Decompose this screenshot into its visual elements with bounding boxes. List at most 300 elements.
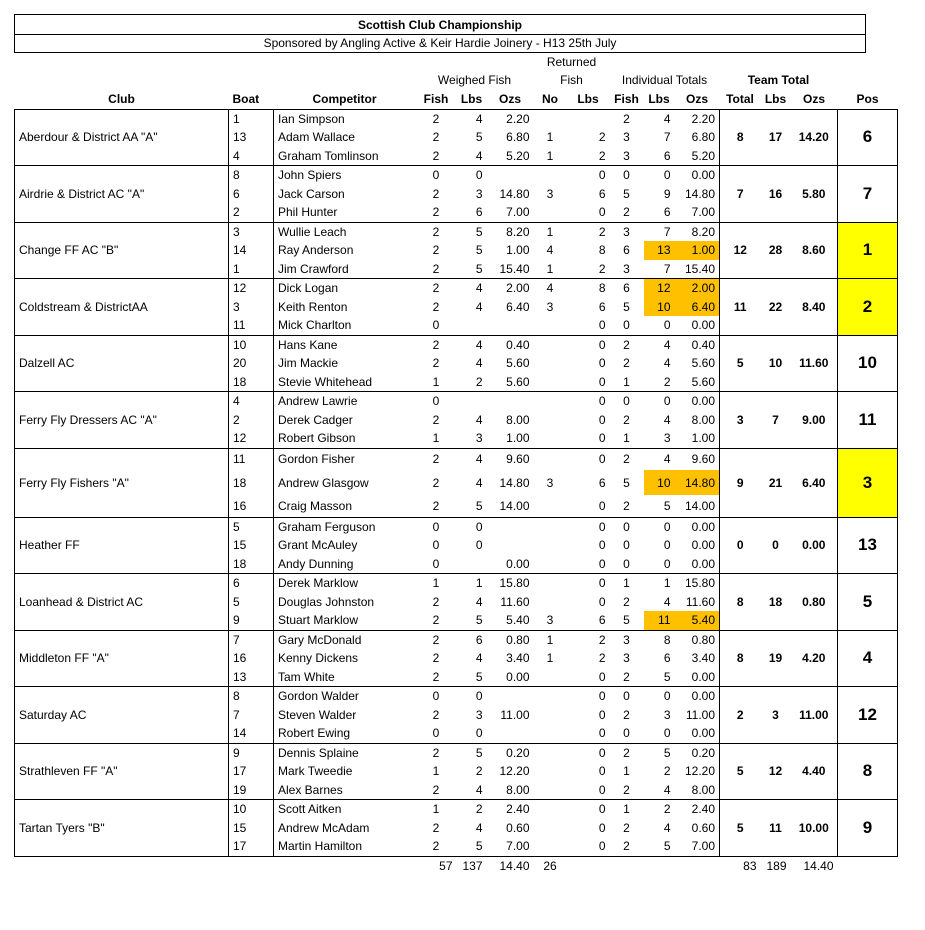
col-team-ozs: Ozs <box>802 91 825 106</box>
returned-no-cell <box>534 743 567 762</box>
ind-fish-cell: 0 <box>610 316 644 335</box>
returned-lbs-cell: 0 <box>598 764 606 779</box>
returned-no-cell <box>534 668 567 687</box>
table-row <box>15 743 898 762</box>
ind-fish-cell: 0 <box>610 724 644 743</box>
weighed-lbs-cell: 4 <box>475 820 483 835</box>
weighed-ozs-cell: 15.80 <box>487 574 534 593</box>
competitor-cell: Andrew Glasgow <box>274 470 416 495</box>
team-ozs-cell: 0.00 <box>791 517 838 574</box>
team-ozs-cell: 6.40 <box>791 448 838 517</box>
boat-cell: 4 <box>229 147 274 166</box>
team-lbs-cell: 16 <box>761 166 791 223</box>
ind-ozs-cell: 14.80 <box>675 470 720 495</box>
ind-lbs-cell: 0 <box>644 517 675 536</box>
ind-lbs-cell: 0 <box>644 724 675 743</box>
returned-no-cell <box>534 109 567 128</box>
ind-lbs-cell: 4 <box>663 356 671 371</box>
returned-no-cell <box>534 429 567 448</box>
returned-no-cell <box>534 536 567 555</box>
weighed-fish-cell: 2 <box>416 837 457 856</box>
returned-lbs-cell: 0 <box>567 687 610 706</box>
ind-fish-cell: 1 <box>623 764 630 779</box>
weighed-fish-cell: 2 <box>416 260 457 279</box>
weighed-lbs-cell: 2 <box>457 800 487 819</box>
weighed-fish-cell: 2 <box>432 651 440 666</box>
ind-lbs-cell: 4 <box>644 448 675 470</box>
ind-ozs-cell: 7.00 <box>675 203 720 222</box>
ind-fish-cell: 0 <box>623 538 630 553</box>
weighed-fish-cell: 2 <box>416 495 457 517</box>
weighed-lbs-cell <box>457 392 487 411</box>
team-lbs-cell: 17 <box>761 109 791 166</box>
returned-lbs-cell: 0 <box>567 335 610 354</box>
results-sheet <box>14 14 898 875</box>
col-boat: Boat <box>232 91 260 106</box>
ind-ozs-cell: 14.80 <box>675 185 720 204</box>
ind-fish-cell: 2 <box>610 203 644 222</box>
ind-ozs-cell: 0.00 <box>675 724 720 743</box>
weighed-fish-cell: 0 <box>416 392 457 411</box>
weighed-ozs-cell <box>487 166 534 185</box>
ind-fish-cell: 0 <box>610 392 644 411</box>
returned-lbs-cell: 0 <box>567 429 610 448</box>
weighed-fish-cell: 2 <box>416 743 457 762</box>
header-returned-fish: Fish <box>560 73 583 88</box>
ind-lbs-cell: 6 <box>644 203 675 222</box>
boat-cell: 3 <box>229 222 274 241</box>
ind-fish-cell: 2 <box>623 707 630 722</box>
weighed-ozs-cell: 14.80 <box>499 186 530 201</box>
weighed-lbs-cell: 4 <box>457 279 487 298</box>
ind-ozs-cell: 0.00 <box>675 316 720 335</box>
header-team-total: Team Total <box>747 73 810 88</box>
competitor-cell: Stevie Whitehead <box>274 373 416 392</box>
returned-lbs-cell: 6 <box>598 186 606 201</box>
returned-no-cell: 1 <box>534 147 567 166</box>
team-total-cell: 0 <box>720 517 761 574</box>
ind-ozs-cell: 0.00 <box>675 687 720 706</box>
competitor-cell: Graham Ferguson <box>274 517 416 536</box>
boat-cell: 4 <box>229 392 274 411</box>
ind-lbs-cell: 2 <box>663 764 671 779</box>
club-name: Change FF AC "B" <box>15 222 229 279</box>
boat-cell: 8 <box>229 687 274 706</box>
returned-no-cell <box>534 724 567 743</box>
team-lbs-cell: 0 <box>761 517 791 574</box>
competitor-cell: Stuart Marklow <box>274 611 416 630</box>
position-cell: 1 <box>838 222 898 279</box>
returned-lbs-cell: 0 <box>567 166 610 185</box>
weighed-lbs-cell: 5 <box>457 743 487 762</box>
returned-no-cell <box>534 781 567 800</box>
club-name: Coldstream & DistrictAA <box>15 279 229 336</box>
table-row <box>15 392 898 411</box>
boat-cell: 16 <box>229 495 274 517</box>
weighed-lbs-cell: 4 <box>457 781 487 800</box>
col-ind-ozs: Ozs <box>685 91 708 106</box>
boat-cell: 16 <box>229 649 274 668</box>
ind-lbs-cell: 0 <box>663 538 671 553</box>
weighed-fish-cell: 2 <box>416 781 457 800</box>
boat-cell: 13 <box>229 128 274 147</box>
club-name: Dalzell AC <box>15 335 229 392</box>
weighed-ozs-cell: 7.00 <box>487 203 534 222</box>
returned-no-cell: 1 <box>534 222 567 241</box>
team-lbs-cell: 3 <box>761 687 791 744</box>
weighed-lbs-cell: 3 <box>457 429 487 448</box>
position-cell: 3 <box>838 448 898 517</box>
team-ozs-cell: 8.40 <box>791 279 838 336</box>
returned-no-cell <box>534 448 567 470</box>
ind-ozs-cell: 5.60 <box>675 373 720 392</box>
boat-cell: 1 <box>229 109 274 128</box>
ind-ozs-cell: 0.40 <box>675 335 720 354</box>
header-row-returned <box>15 53 898 72</box>
team-total-cell: 5 <box>720 743 761 800</box>
ind-fish-cell: 2 <box>610 109 644 128</box>
ind-ozs-cell: 12.20 <box>675 762 720 781</box>
boat-cell: 17 <box>229 837 274 856</box>
weighed-lbs-cell: 4 <box>475 475 483 490</box>
team-total-cell: 8 <box>720 574 761 631</box>
weighed-lbs-cell: 4 <box>457 448 487 470</box>
team-total-cell: 8 <box>720 109 761 166</box>
ind-fish-cell: 1 <box>610 373 644 392</box>
ind-fish-cell: 2 <box>623 820 630 835</box>
competitor-cell: Steven Walder <box>274 706 416 725</box>
ind-fish-cell: 0 <box>610 687 644 706</box>
boat-cell: 7 <box>229 630 274 649</box>
ind-ozs-cell: 0.00 <box>675 536 720 555</box>
competitor-cell: Alex Barnes <box>274 781 416 800</box>
returned-no-cell <box>534 800 567 819</box>
weighed-ozs-cell: 1.00 <box>487 429 534 448</box>
header-row-groups <box>15 72 898 91</box>
weighed-fish-cell: 1 <box>432 764 440 779</box>
team-lbs-cell: 21 <box>761 448 791 517</box>
returned-lbs-cell: 0 <box>598 820 606 835</box>
boat-cell: 14 <box>229 724 274 743</box>
returned-no-cell: 1 <box>546 651 554 666</box>
competitor-cell: Derek Cadger <box>274 411 416 430</box>
returned-no-cell <box>534 593 567 612</box>
club-name: Middleton FF "A" <box>15 630 229 687</box>
weighed-fish-cell: 2 <box>416 279 457 298</box>
weighed-ozs-cell <box>487 392 534 411</box>
ind-fish-cell: 5 <box>623 299 630 314</box>
position-cell: 4 <box>838 630 898 687</box>
competitor-cell: Gordon Fisher <box>274 448 416 470</box>
returned-lbs-cell: 0 <box>567 203 610 222</box>
weighed-fish-cell: 2 <box>432 356 440 371</box>
returned-lbs-cell: 0 <box>567 316 610 335</box>
ind-lbs-cell: 3 <box>663 707 671 722</box>
total-returned-no: 26 <box>543 858 557 873</box>
returned-lbs-cell: 0 <box>598 707 606 722</box>
table-row <box>15 222 898 241</box>
team-ozs-cell: 11.00 <box>791 687 838 744</box>
ind-ozs-cell: 8.20 <box>675 222 720 241</box>
boat-cell: 14 <box>229 241 274 260</box>
table-row <box>15 800 898 819</box>
ind-lbs-cell: 5 <box>644 837 675 856</box>
ind-fish-cell: 0 <box>610 166 644 185</box>
boat-cell: 18 <box>229 470 274 495</box>
competitor-cell: Jim Mackie <box>274 354 416 373</box>
competitor-cell: Scott Aitken <box>274 800 416 819</box>
ind-lbs-cell: 4 <box>663 412 671 427</box>
ind-lbs-cell: 7 <box>663 130 671 145</box>
weighed-fish-cell: 2 <box>416 147 457 166</box>
weighed-ozs-cell: 6.40 <box>506 299 530 314</box>
weighed-lbs-cell: 4 <box>457 109 487 128</box>
returned-lbs-cell: 0 <box>598 538 606 553</box>
returned-no-cell <box>534 555 567 574</box>
ind-fish-cell: 3 <box>610 630 644 649</box>
competitor-cell: Adam Wallace <box>274 128 416 147</box>
ind-ozs-cell: 0.20 <box>675 743 720 762</box>
ind-lbs-cell: 10 <box>644 470 675 495</box>
weighed-ozs-cell: 5.60 <box>487 373 534 392</box>
total-team-lbs: 189 <box>766 858 787 873</box>
team-ozs-cell: 11.60 <box>791 335 838 392</box>
ind-fish-cell: 2 <box>623 412 630 427</box>
competitor-cell: Dennis Splaine <box>274 743 416 762</box>
ind-ozs-cell: 5.60 <box>675 354 720 373</box>
ind-fish-cell: 2 <box>610 448 644 470</box>
boat-cell: 15 <box>229 536 274 555</box>
weighed-ozs-cell: 11.60 <box>500 594 530 609</box>
club-name: Ferry Fly Dressers AC "A" <box>15 392 229 449</box>
ind-lbs-cell: 0 <box>644 555 675 574</box>
ind-ozs-cell: 0.80 <box>675 630 720 649</box>
ind-ozs-cell: 0.00 <box>675 517 720 536</box>
weighed-lbs-cell: 1 <box>457 574 487 593</box>
boat-cell: 5 <box>229 517 274 536</box>
ind-fish-cell: 2 <box>610 743 644 762</box>
ind-fish-cell: 3 <box>610 260 644 279</box>
returned-no-cell <box>534 495 567 517</box>
ind-lbs-cell: 0 <box>644 316 675 335</box>
returned-no-cell <box>534 762 567 781</box>
returned-lbs-cell: 2 <box>567 222 610 241</box>
team-total-cell: 3 <box>720 392 761 449</box>
returned-no-cell <box>534 706 567 725</box>
competitor-cell: Craig Masson <box>274 495 416 517</box>
position-cell: 8 <box>838 743 898 800</box>
ind-lbs-cell: 0 <box>644 392 675 411</box>
team-ozs-cell: 10.00 <box>791 800 838 857</box>
weighed-ozs-cell: 7.00 <box>487 837 534 856</box>
table-row <box>15 335 898 354</box>
ind-fish-cell: 3 <box>610 222 644 241</box>
weighed-fish-cell: 0 <box>432 538 440 553</box>
team-lbs-cell: 10 <box>761 335 791 392</box>
ind-ozs-cell: 11.60 <box>675 593 720 612</box>
position-cell: 11 <box>838 392 898 449</box>
ind-ozs-cell: 3.40 <box>675 649 720 668</box>
returned-lbs-cell: 2 <box>598 651 606 666</box>
ind-lbs-cell: 4 <box>663 820 671 835</box>
team-lbs-cell: 18 <box>761 574 791 631</box>
competitor-cell: Jim Crawford <box>274 260 416 279</box>
returned-lbs-cell: 0 <box>567 724 610 743</box>
weighed-lbs-cell: 2 <box>457 373 487 392</box>
ind-lbs-cell: 1 <box>644 574 675 593</box>
competitor-cell: Jack Carson <box>274 185 416 204</box>
weighed-ozs-cell: 0.80 <box>487 630 534 649</box>
ind-fish-cell: 1 <box>610 800 644 819</box>
table-row <box>15 448 898 470</box>
ind-fish-cell: 3 <box>623 651 630 666</box>
boat-cell: 1 <box>229 260 274 279</box>
col-team-total: Total <box>726 91 754 106</box>
ind-fish-cell: 1 <box>610 429 644 448</box>
weighed-ozs-cell <box>487 517 534 536</box>
team-lbs-cell: 12 <box>761 743 791 800</box>
weighed-fish-cell: 1 <box>416 373 457 392</box>
ind-fish-cell: 5 <box>623 475 630 490</box>
position-cell: 10 <box>838 335 898 392</box>
results-table <box>14 53 898 875</box>
header-returned: Returned <box>546 54 597 69</box>
ind-lbs-cell: 5 <box>644 668 675 687</box>
competitor-cell: Kenny Dickens <box>274 649 416 668</box>
ind-fish-cell: 2 <box>610 837 644 856</box>
ind-lbs-cell: 3 <box>644 429 675 448</box>
weighed-fish-cell: 2 <box>416 335 457 354</box>
ind-fish-cell: 5 <box>623 186 630 201</box>
boat-cell: 2 <box>229 203 274 222</box>
team-total-cell: 7 <box>720 166 761 223</box>
col-weighed-lbs: Lbs <box>460 91 483 106</box>
ind-lbs-cell: 11 <box>644 611 675 630</box>
weighed-lbs-cell: 6 <box>457 630 487 649</box>
ind-ozs-cell: 2.20 <box>675 109 720 128</box>
ind-fish-cell: 2 <box>610 335 644 354</box>
table-row <box>15 517 898 536</box>
competitor-cell: Gary McDonald <box>274 630 416 649</box>
weighed-lbs-cell: 6 <box>457 203 487 222</box>
returned-no-cell <box>534 819 567 838</box>
weighed-ozs-cell: 9.60 <box>487 448 534 470</box>
returned-no-cell: 3 <box>546 299 554 314</box>
team-total-cell: 8 <box>720 630 761 687</box>
total-weighed-ozs: 14.40 <box>499 858 530 873</box>
club-name: Heather FF <box>15 517 229 574</box>
ind-lbs-cell: 12 <box>644 279 675 298</box>
position-cell: 12 <box>838 687 898 744</box>
ind-lbs-cell: 2 <box>644 373 675 392</box>
weighed-ozs-cell: 8.00 <box>506 412 530 427</box>
returned-lbs-cell: 2 <box>567 260 610 279</box>
boat-cell: 11 <box>229 316 274 335</box>
competitor-cell: Ian Simpson <box>274 109 416 128</box>
weighed-lbs-cell: 5 <box>457 837 487 856</box>
returned-lbs-cell: 0 <box>567 448 610 470</box>
competitor-cell: Dick Logan <box>274 279 416 298</box>
boat-cell: 17 <box>229 762 274 781</box>
col-weighed-fish: Fish <box>423 91 449 106</box>
weighed-ozs-cell <box>487 724 534 743</box>
returned-no-cell: 3 <box>534 611 567 630</box>
team-lbs-cell: 22 <box>761 279 791 336</box>
returned-no-cell <box>534 373 567 392</box>
boat-cell: 12 <box>229 279 274 298</box>
competitor-cell: Derek Marklow <box>274 574 416 593</box>
weighed-lbs-cell: 4 <box>457 147 487 166</box>
weighed-fish-cell: 2 <box>432 412 440 427</box>
weighed-ozs-cell: 8.00 <box>487 781 534 800</box>
team-total-cell: 2 <box>720 687 761 744</box>
col-competitor: Competitor <box>312 91 377 106</box>
ind-ozs-cell: 15.40 <box>675 260 720 279</box>
returned-no-cell <box>534 411 567 430</box>
weighed-fish-cell: 2 <box>432 243 440 258</box>
col-pos: Pos <box>856 91 879 106</box>
weighed-ozs-cell: 0.40 <box>487 335 534 354</box>
position-cell: 2 <box>838 279 898 336</box>
ind-ozs-cell: 1.00 <box>675 241 720 260</box>
weighed-ozs-cell: 0.00 <box>487 555 534 574</box>
returned-lbs-cell: 0 <box>567 837 610 856</box>
ind-fish-cell: 5 <box>610 611 644 630</box>
team-ozs-cell: 4.40 <box>791 743 838 800</box>
returned-no-cell: 3 <box>546 186 554 201</box>
returned-no-cell <box>534 354 567 373</box>
competitor-cell: Andy Dunning <box>274 555 416 574</box>
returned-lbs-cell: 0 <box>567 668 610 687</box>
ind-lbs-cell: 13 <box>644 241 675 260</box>
col-ind-fish: Fish <box>614 91 639 106</box>
boat-cell: 13 <box>229 668 274 687</box>
competitor-cell: Gordon Walder <box>274 687 416 706</box>
returned-no-cell <box>534 203 567 222</box>
competitor-cell: Robert Gibson <box>274 429 416 448</box>
weighed-lbs-cell: 0 <box>457 166 487 185</box>
total-weighed-lbs: 137 <box>462 858 483 873</box>
col-weighed-ozs: Ozs <box>498 91 521 106</box>
table-row <box>15 109 898 128</box>
team-total-cell: 12 <box>720 222 761 279</box>
weighed-lbs-cell: 0 <box>457 517 487 536</box>
club-name: Saturday AC <box>15 687 229 744</box>
team-lbs-cell: 19 <box>761 630 791 687</box>
col-club: Club <box>108 91 135 106</box>
table-row <box>15 279 898 298</box>
returned-no-cell: 3 <box>546 475 554 490</box>
returned-no-cell: 4 <box>546 243 554 258</box>
weighed-fish-cell: 0 <box>416 316 457 335</box>
ind-fish-cell: 2 <box>623 594 630 609</box>
weighed-ozs-cell: 14.00 <box>487 495 534 517</box>
returned-no-cell: 1 <box>534 260 567 279</box>
team-ozs-cell: 4.20 <box>791 630 838 687</box>
ind-fish-cell: 3 <box>623 130 630 145</box>
ind-lbs-cell: 9 <box>663 186 671 201</box>
ind-ozs-cell: 5.20 <box>675 147 720 166</box>
team-total-cell: 9 <box>720 448 761 517</box>
returned-lbs-cell <box>567 109 610 128</box>
team-ozs-cell: 9.00 <box>791 392 838 449</box>
position-cell: 9 <box>838 800 898 857</box>
ind-lbs-cell: 4 <box>644 335 675 354</box>
header-individual-totals: Individual Totals <box>621 73 708 88</box>
weighed-fish-cell: 2 <box>432 475 440 490</box>
col-team-lbs: Lbs <box>764 91 787 106</box>
weighed-fish-cell: 0 <box>416 687 457 706</box>
